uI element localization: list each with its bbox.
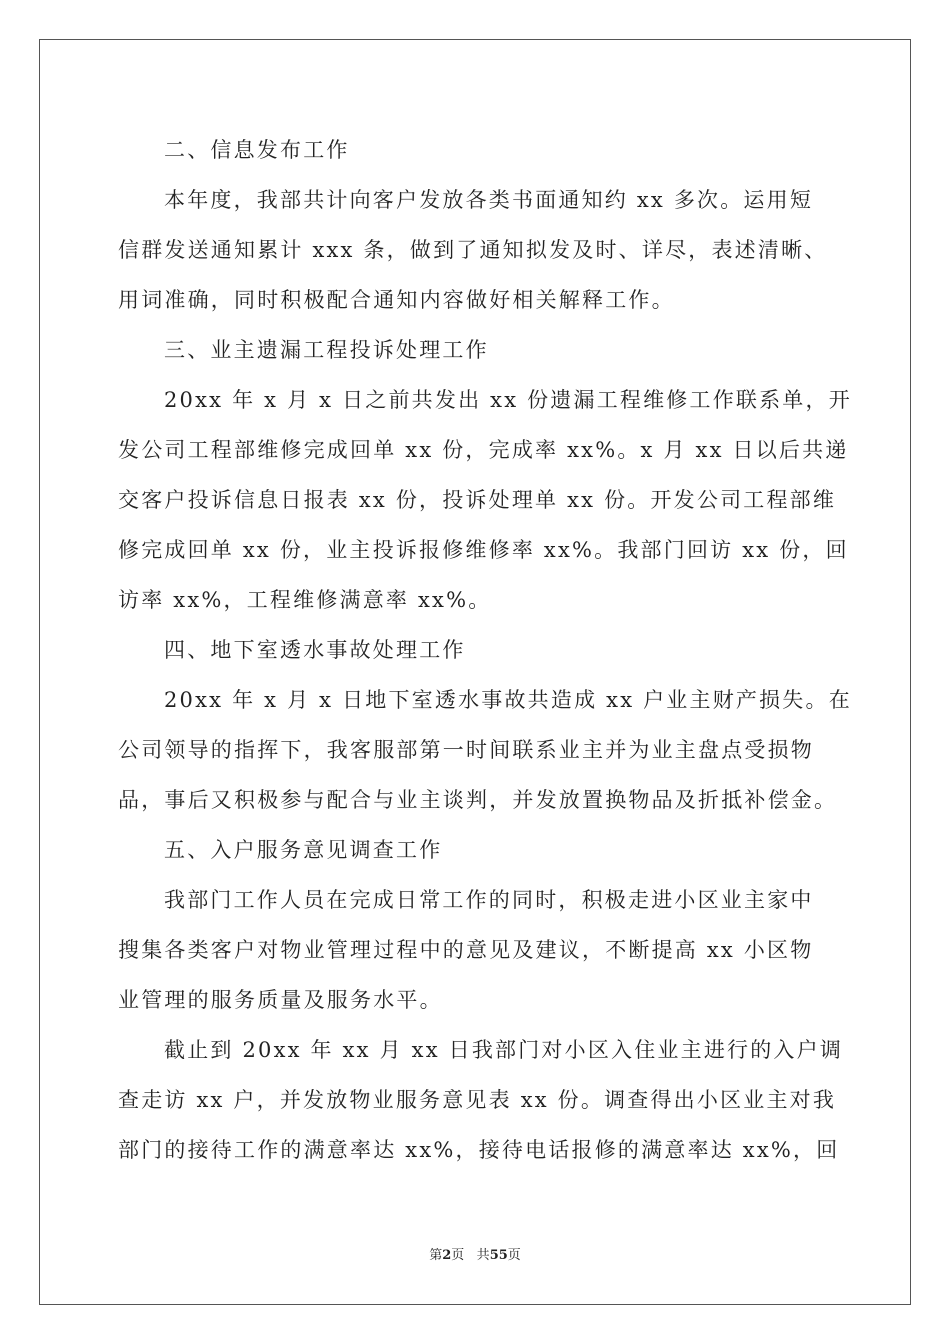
text-line: 我部门工作人员在完成日常工作的同时，积极走进小区业主家中 [164, 888, 814, 912]
text-line: 品，事后又积极参与配合与业主谈判，并发放置换物品及折抵补偿金。 [118, 788, 838, 812]
text-line: 二、信息发布工作 [164, 138, 350, 162]
footer-total-prefix: 共 [476, 1248, 490, 1263]
text-line: 截止到 20xx 年 xx 月 xx 日我部门对小区入住业主进行的入户调 [164, 1038, 844, 1062]
footer-prefix: 第 [429, 1248, 443, 1263]
document-body [118, 125, 852, 1175]
text-line: 20xx 年 x 月 x 日之前共发出 xx 份遗漏工程维修工作联系单，开 [164, 388, 852, 412]
text-line: 三、业主遗漏工程投诉处理工作 [164, 338, 489, 362]
text-line: 访率 xx%，工程维修满意率 xx%。 [118, 588, 492, 612]
footer-page-suffix: 页 [451, 1248, 465, 1263]
text-line: 用词准确，同时积极配合通知内容做好相关解释工作。 [118, 288, 675, 312]
text-line: 信群发送通知累计 xxx 条，做到了通知拟发及时、详尽，表述清晰、 [118, 238, 828, 262]
text-line: 修完成回单 xx 份，业主投诉报修维修率 xx%。我部门回访 xx 份，回 [118, 538, 849, 562]
text-line: 搜集各类客户对物业管理过程中的意见及建议，不断提高 xx 小区物 [118, 938, 814, 962]
total-pages-number: 55 [489, 1248, 508, 1263]
text-line: 四、地下室透水事故处理工作 [164, 638, 466, 662]
text-line: 交客户投诉信息日报表 xx 份，投诉处理单 xx 份。开发公司工程部维 [118, 488, 837, 512]
text-line: 业管理的服务质量及服务水平。 [118, 988, 443, 1012]
page-footer [0, 1244, 950, 1263]
text-line: 本年度，我部共计向客户发放各类书面通知约 xx 多次。运用短 [164, 188, 814, 212]
text-line: 20xx 年 x 月 x 日地下室透水事故共造成 xx 户业主财产损失。在 [164, 688, 852, 712]
footer-total-suffix: 页 [507, 1248, 521, 1263]
text-line: 查走访 xx 户，并发放物业服务意见表 xx 份。调查得出小区业主对我 [118, 1088, 837, 1112]
current-page-number: 2 [442, 1248, 452, 1263]
text-line: 五、入户服务意见调查工作 [164, 838, 443, 862]
text-line: 发公司工程部维修完成回单 xx 份，完成率 xx%。x 月 xx 日以后共递 [118, 438, 849, 462]
text-line: 部门的接待工作的满意率达 xx%，接待电话报修的满意率达 xx%，回 [118, 1138, 840, 1162]
text-line: 公司领导的指挥下，我客服部第一时间联系业主并为业主盘点受损物 [118, 738, 814, 762]
